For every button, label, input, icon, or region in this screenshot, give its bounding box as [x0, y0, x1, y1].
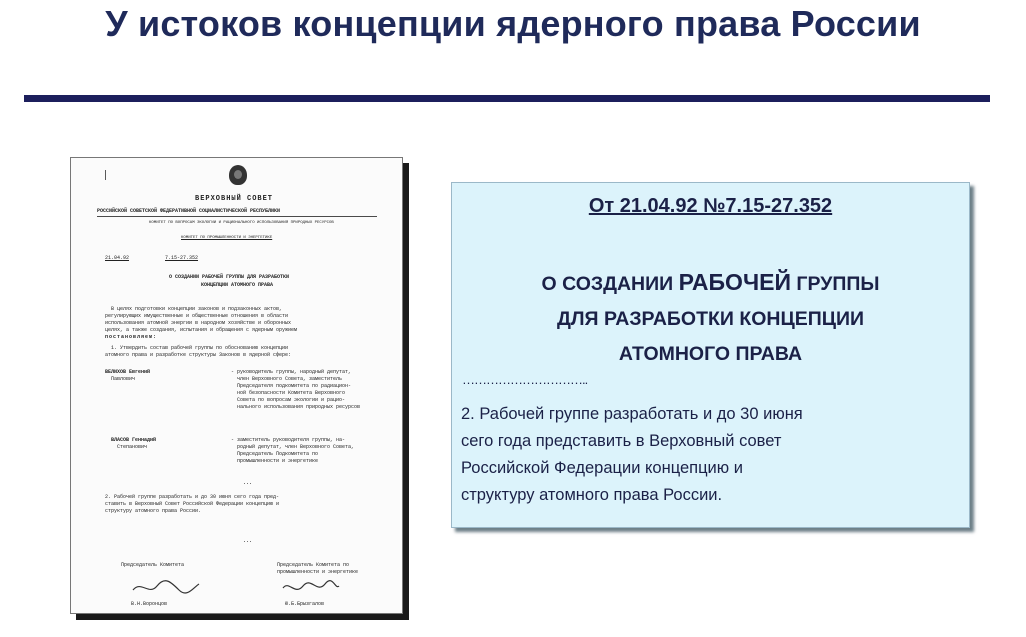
heading-emphasis: РАБОЧЕЙ	[678, 269, 791, 295]
heading-line: ДЛЯ РАЗРАБОТКИ КОНЦЕПЦИИ	[556, 308, 865, 330]
scan-doc-title: О СОЗДАНИИ РАБОЧЕЙ ГРУППЫ ДЛЯ РАЗРАБОТКИ	[169, 274, 290, 280]
scan-member-role: член Верховного Совета, заместитель	[237, 376, 343, 382]
title-divider	[24, 95, 990, 102]
scan-committee: КОМИТЕТ ПО ВОПРОСАМ ЭКОЛОГИИ И РАЦИОНАЛЬНОГО ИСПОЛЬЗОВАНИЯ ПРИРОДНЫХ РЕСУРСОВ	[149, 221, 334, 225]
scan-body-line: использования атомной энергии в народном хозяйстве и оборонных	[105, 320, 292, 326]
scan-mark	[105, 170, 106, 180]
state-emblem-icon	[229, 165, 247, 185]
scan-date: 21.04.92	[105, 255, 130, 261]
slide-title: У истоков концепции ядерного права России	[105, 3, 921, 44]
scan-member-role: Председатель Подкомитета по	[237, 451, 319, 457]
scan-member-name: ВЛАСОВ Геннадий	[111, 437, 157, 443]
resolution-summary-box	[451, 182, 970, 528]
scan-body-line: 1. Утвердить состав рабочей группы по обоснованию концепции	[111, 345, 289, 351]
scan-letterhead: ВЕРХОВНЫЙ СОВЕТ	[195, 195, 274, 203]
scan-member-role: ной безопасности Комитета Верховного	[237, 390, 346, 396]
signature-right-icon	[281, 578, 341, 598]
heading-line	[452, 265, 969, 302]
signature-left-icon	[131, 578, 201, 598]
scan-body-line: В целях подготовки концепции законов и подзаконных актов,	[111, 306, 283, 312]
scan-member-name: Павлович	[111, 376, 136, 382]
scan-signer: Ю.Б.Брызгалов	[285, 601, 325, 607]
scan-point: структуру атомного права России.	[105, 508, 202, 514]
scan-subcommittee: КОМИТЕТ ПО ПРОМЫШЛЕННОСТИ И ЭНЕРГЕТИКЕ	[181, 236, 273, 240]
point-line: 2. Рабочей группе разработать и до 30 июня	[461, 405, 803, 423]
scan-body-line: целях, а также создания, испытания и обращения с ядерным оружием	[105, 327, 298, 333]
scan-point: 2. Рабочей группе разработать и до 30 июня сего года пред-	[105, 494, 280, 500]
scan-point: ставить в Верховный Совет Российской Федерации концепцию и	[105, 501, 280, 507]
scan-member-name: Степанович	[117, 444, 148, 450]
scan-member-role: Совета по вопросам экологии и рацио-	[237, 397, 346, 403]
scan-ellipsis: ...	[243, 480, 253, 486]
point-line: структуру атомного права России.	[461, 486, 723, 504]
document-scan	[70, 157, 403, 614]
heading-text: ГРУППЫ	[790, 273, 880, 295]
heading-line: АТОМНОГО ПРАВА	[618, 343, 803, 365]
heading-text: О СОЗДАНИИ	[541, 273, 679, 295]
scan-ellipsis: ...	[243, 538, 253, 544]
scan-doc-title: КОНЦЕПЦИИ АТОМНОГО ПРАВА	[201, 282, 274, 288]
scan-number: 7.15-27.352	[165, 255, 199, 261]
scan-signature-label: Председатель Комитета по	[277, 562, 350, 568]
scan-signature-label: промышленности и энергетике	[277, 569, 359, 575]
scan-body-line: постановляем:	[105, 334, 158, 340]
scan-member-role: нального использования природных ресурсов	[237, 404, 361, 410]
point-line: сего года представить в Верховный совет	[461, 432, 782, 450]
omission-dots: …………………………..	[462, 372, 588, 387]
scan-member-role: Председателя подкомитета по радиацион-	[237, 383, 352, 389]
scan-member-role: родный депутат, член Верховного Совета,	[237, 444, 355, 450]
resolution-point-2	[461, 401, 961, 509]
scan-signer: В.Н.Воронцов	[131, 601, 168, 607]
scan-body-line: атомного права и разработке структуры Законов в ядерной сфере:	[105, 352, 292, 358]
scan-member-name: ВЕЛИХОВ Евгений	[105, 369, 151, 375]
resolution-heading	[452, 265, 969, 372]
scan-body-line: регулирующих имущественные и общественные отношения в области	[105, 313, 289, 319]
scan-republic: РОССИЙСКОЙ СОВЕТСКОЙ ФЕДЕРАТИВНОЙ СОЦИАЛИСТИЧЕСКОЙ РЕСПУБЛИКИ	[97, 208, 281, 214]
point-line: Российской Федерации концепцию и	[461, 459, 743, 477]
scan-rule	[97, 216, 377, 217]
resolution-date-number: От 21.04.92 №7.15-27.352	[588, 195, 833, 217]
scan-member-role: промышленности и энергетике	[237, 458, 319, 464]
scan-member-role: - руководитель группы, народный депутат,	[231, 369, 352, 375]
scan-member-role: - заместитель руководителя группы, на-	[231, 437, 346, 443]
scan-signature-label: Председатель Комитета	[121, 562, 185, 568]
